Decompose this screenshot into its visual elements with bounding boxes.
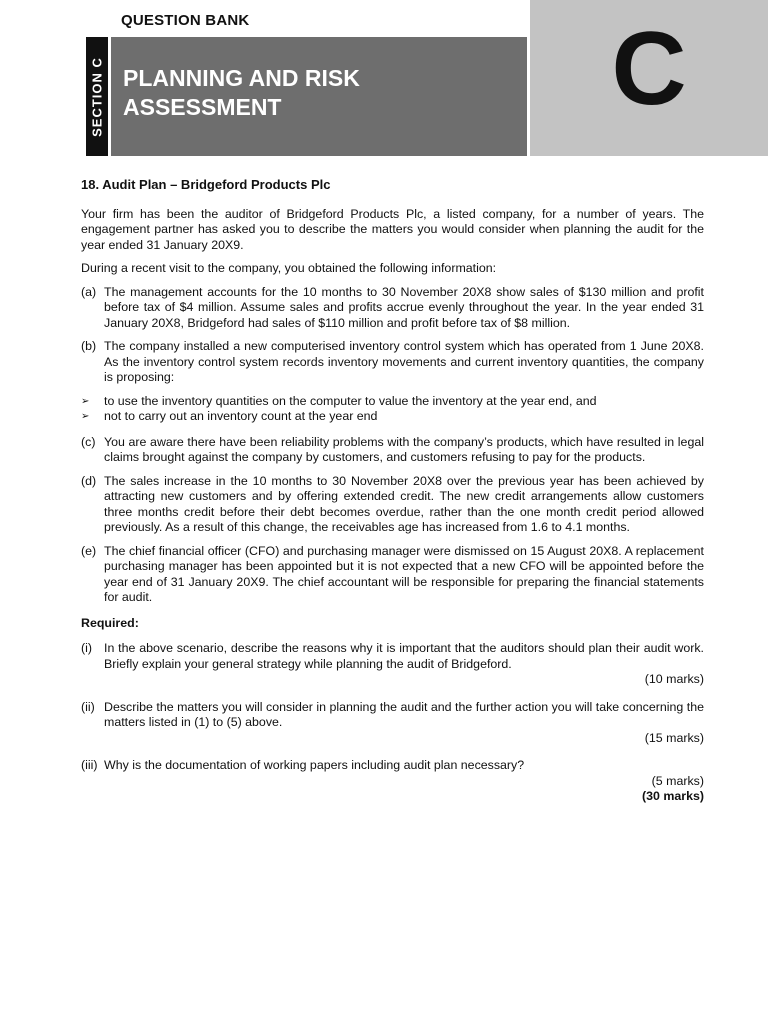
intro-paragraph-2: During a recent visit to the company, you obtained the following information: (81, 261, 497, 275)
requirement-text: Why is the documentation of working papers including audit plan necessary? (104, 758, 525, 772)
chapter-title-line1: PLANNING AND RISK (123, 65, 360, 91)
item-text: The management accounts for the 10 months to 30 November 20X8 show sales of $130 million and profit before tax of $4 million. Assume sales and profits accrue evenly throughout the year. In the year ended 31 January 20X8, Bridgeford had sales of $110 million and profit before tax of $8 million. (104, 284, 704, 330)
header-margin (0, 0, 90, 160)
section-label: SECTION C (89, 56, 105, 137)
question-bank-label: QUESTION BANK (121, 12, 250, 29)
item-label: (a) (81, 284, 97, 299)
requirement-text: In the above scenario, describe the reasons why it is important that the auditors should plan their audit work. Briefly explain your general strategy while planning the audit of Bridgeford. (104, 641, 704, 671)
requirement-marks: (15 marks) (644, 730, 704, 745)
arrow-bullet-icon: ➢ (81, 411, 90, 422)
bullet-text: not to carry out an inventory count at the year end (104, 409, 378, 423)
bullet-text: to use the inventory quantities on the computer to value the inventory at the year end, and (104, 393, 597, 408)
section-letter: C (611, 11, 687, 127)
scenario-item-a (81, 285, 704, 332)
proposal-bullets (81, 394, 704, 425)
bullet-item (81, 409, 704, 425)
scenario-item-b (81, 339, 704, 386)
required-heading: Required: (81, 615, 139, 630)
requirement-label: (i) (81, 641, 93, 655)
item-label: (d) (81, 473, 97, 488)
item-label: (e) (81, 543, 97, 558)
question-content (81, 177, 704, 805)
item-text: You are aware there have been reliability problems with the company’s products, which have resulted in legal claims brought against the company by customers, and customers refusing to pay for the products. (104, 434, 704, 464)
requirement-row (81, 700, 704, 731)
arrow-bullet-icon: ➢ (81, 395, 90, 407)
requirement-ii (81, 700, 704, 747)
scenario-item-c (81, 435, 704, 466)
item-text: The chief financial officer (CFO) and purchasing manager were dismissed on 15 August 20X8. A replacement purchasing manager has been appointed but it is not expected that a new CFO will be appointed before the year end of 31 January 20X9. The chief accountant will be responsible for preparing the financial statements for audit. (104, 543, 704, 604)
requirement-label: (iii) (81, 758, 98, 772)
bullet-item (81, 394, 704, 410)
requirement-row (81, 758, 704, 774)
item-text: The sales increase in the 10 months to 30 November 20X8 over the previous year has been achieved by attracting new customers and by offering extended credit. The new credit arrangements allow customers three months credit before their debt becomes overdue, rather than the one month credit period allowed previously. As a result of this change, the receivables age has increased from 1.6 to 4.1 months. (104, 473, 704, 534)
requirement-marks: (10 marks) (644, 672, 704, 686)
requirement-label: (ii) (81, 699, 95, 714)
requirement-text: Describe the matters you will consider in planning the audit and the further action you will take concerning the matters listed in (1) to (5) above. (104, 699, 704, 729)
item-text: The company installed a new computerised inventory control system which has operated from 1 June 20X8. As the inventory control system records inventory movements and current inventory quantities, the company is proposing: (104, 339, 704, 384)
requirement-iii (81, 758, 704, 805)
item-label: (b) (81, 339, 97, 353)
requirement-row (81, 641, 704, 672)
requirement-marks: (5 marks) (651, 773, 704, 788)
scenario-item-e (81, 544, 704, 606)
chapter-title (123, 64, 503, 122)
chapter-title-line2: ASSESSMENT (123, 94, 282, 120)
section-tab (86, 37, 108, 156)
scenario-item-d (81, 474, 704, 536)
intro-paragraph-1: Your firm has been the auditor of Bridgeford Products Plc, a listed company, for a number of years. The engagement partner has asked you to describe the matters you would consider when planning the audit for the year ended 31 January 20X9. (81, 206, 704, 252)
chapter-title-bar (111, 37, 527, 156)
question-title: 18. Audit Plan – Bridgeford Products Plc (81, 177, 331, 192)
requirement-i (81, 641, 704, 688)
item-label: (c) (81, 434, 96, 449)
section-letter-box (530, 0, 768, 156)
total-marks: (30 marks) (642, 789, 704, 803)
